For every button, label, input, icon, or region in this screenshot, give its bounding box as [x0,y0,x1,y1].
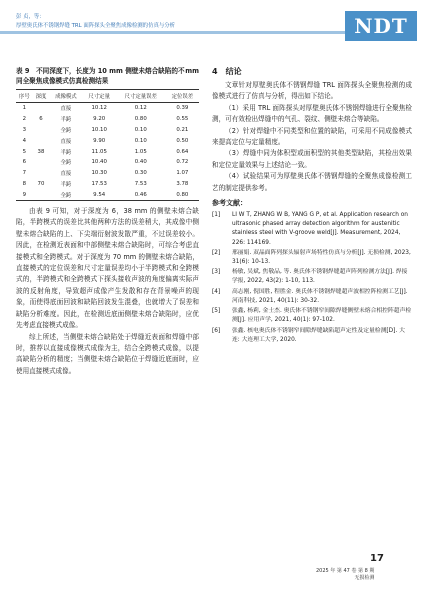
reference-text: 张鑫, 杨莉, 金士杰. 奥氏体不锈钢窄间隙焊缝侧壁未熔合相控阵超声检测[J]. 应用声学, 2021, 40(1): 97-102. [232,308,412,324]
reference-text: 杨敏, 吴斌, 焦敬品, 等. 奥氏体不锈钢焊缝超声阵列检测方法[J]. 焊接学报, 2022, 43(2): 1-10, 113. [232,269,408,285]
body-paragraph: （4）试验结果可为厚壁奥氏体不锈钢焊缝的全聚焦成像检测工艺的制定提供参考。 [212,172,412,192]
table-cell: 70 [37,180,45,187]
body-paragraph: 综上所述，当侧壁未熔合缺陷处于焊缝近表面和焊缝中部时，推荐以直接成像模式成像为主，结合全跨模式成像，以提高缺陷分析的精度；当侧壁未熔合缺陷位于焊缝近底面时，应使用直接模式成像。 [16,332,199,375]
reference-text: 高志刚, 倪国胜, 程胜金. 奥氏体不锈钢焊缝超声波相控阵检测工艺[J]. 河南科技, 2021, 40(11): 30-32. [232,288,408,304]
table-row [16,146,199,157]
running-title: 厚壁奥氏体不锈钢焊缝 TRL 面阵探头全聚焦成像检测的仿真与分析 [16,23,176,29]
reference-number: [3] [212,269,221,276]
table-cell: 1.05 [134,148,147,155]
body-paragraph: （1）采用 TRL 面阵探头对厚壁奥氏体不锈钢焊缝进行全聚焦检测，可有效检出焊缝中的气孔、裂纹、侧壁未熔合等缺陷。 [212,103,412,124]
table-row [16,135,199,146]
col-header: 序号 [16,90,33,103]
reference-item [212,211,412,248]
footer-journal: 无损检测 [354,575,375,581]
table-cell: 10.10 [91,126,107,133]
table-cell [33,189,50,200]
table-cell: 0.12 [134,105,147,112]
running-authors: 彭 贞，等： [16,14,45,20]
reference-number: [5] [212,308,221,315]
table-cell: 0.80 [134,116,147,123]
table-cell: 0.55 [176,116,189,123]
table-row [16,178,199,189]
table-cell: 10.30 [91,170,107,177]
table-unit: mm [185,67,199,75]
reference-number: [2] [212,249,221,256]
table-row [16,103,199,114]
col-header: 定位误差 [166,90,199,103]
table-caption-text: 表 9 不同深度下，长度为 10 mm 侧壁未熔合缺陷的不同全聚焦成像模式仿真检测结果 [16,67,185,85]
reference-text: 邢丽娟. 双晶面阵列探头辐射声场特性仿真与分析[J]. 无损检测, 2023, 31(6): 10-13. [232,249,411,266]
reference-item [212,327,412,345]
table-row [16,125,199,136]
references-heading: 参考文献： [212,199,247,208]
table-header-row [16,90,199,103]
table-cell: 全跨 [49,189,82,200]
results-table [16,89,199,201]
table-cell [33,135,50,146]
reference-number: [1] [212,212,221,219]
table-cell: 6 [22,159,27,166]
table-cell: 10.12 [91,105,107,112]
table-cell: 3.78 [176,180,189,187]
table-cell: 9.90 [93,137,106,144]
table-cell: 半跨 [60,117,72,124]
table-row [16,189,199,200]
table-caption [16,66,199,86]
body-paragraph: 由表 9 可知，对于深度为 6，38 mm 的侧壁未熔合缺陷，半跨模式的误差比其他两种方法的误差稍大，其成像中侧壁未熔合缺陷的上、下尖端衍射波发散严重，不过误差较小。因此，在检测近表面和中部侧壁未熔合缺陷时，可综合考虑直接模式和全跨模式。对于深度为 70 mm 的侧壁未熔合缺陷，直接模式的定位误差和尺寸定量误差均小于半跨模式和全跨模式的，半跨模式和全跨模式下探头接收声波的角度偏离实际声波的反射角度，导致超声成像产生发散和存在背景噪声的现象，而使得底面回波和缺陷回波发生混叠，也就增大了误差和缺陷分析难度。因此，在检测近底面侧壁未熔合缺陷时，应优先考虑直接模式成像。 [16,207,199,330]
table-cell: 0.39 [176,105,189,112]
table-cell: 1.07 [176,170,189,177]
left-column [16,66,199,377]
table-cell [33,168,50,179]
col-header: 成像模式 [49,90,82,103]
table-cell: 0.10 [134,137,147,144]
table-cell: 38 [37,148,45,155]
col-header: 深度 [33,90,50,103]
reference-item [212,268,412,286]
reference-text: 张鑫. 核电奥氏体不锈钢窄间隙焊缝缺陷超声定性及定量检测[D]. 大连: 大连理工大学, 2020. [232,327,405,343]
table-cell: 0.40 [134,159,147,166]
reference-text: LI W T, ZHANG W B, YANG G P, et al. Application research on ultrasonic phased array detection algorithm for austenitic stainless steel with V-groove weld[J]. Measurement, 2024, 226: 114169. [232,212,408,246]
table-cell: 9 [16,189,33,200]
table-cell: 0.30 [134,170,147,177]
table-cell: 全跨 [60,127,72,134]
table-cell: 直接 [60,138,72,145]
table-cell: 半跨 [60,149,72,156]
table-cell [33,103,50,114]
table-cell: 0.21 [176,126,189,133]
table-cell: 10.40 [91,159,107,166]
table-cell: 4 [22,137,27,144]
table-cell: 0.64 [176,148,189,155]
table-row [16,157,199,168]
table-cell: 3 [22,126,27,133]
page-number: 17 [370,553,384,564]
footer-issue: 2025 年 第 47 卷 第 8 期 [316,568,375,574]
table-cell: 0.50 [176,137,189,144]
table-cell: 全跨 [60,160,72,167]
table-row [16,114,199,125]
table-cell [33,157,50,168]
table-cell: 直接 [60,171,72,178]
table-cell: 2 [22,116,27,123]
col-header: 尺寸定量 [83,90,116,103]
left-body [16,206,199,377]
table-cell: 6 [39,116,43,123]
header-band [0,31,345,34]
page-footer [316,568,376,582]
table-cell: 1 [22,105,27,112]
table-row [16,168,199,179]
col-header: 尺寸定量误差 [116,90,166,103]
table-cell: 8 [22,180,27,187]
section-heading: 4 结论 [212,67,242,76]
body-paragraph: （3）焊缝中同为体积型或面积型的其他类型缺陷，其检出效果和定位定量效果与上述结论一致。 [212,149,412,169]
table-cell: 9.54 [83,189,116,200]
body-paragraph: （2）针对焊缝中不同类型和位置的缺陷，可采用不同成像模式来提高定位与定量精度。 [212,126,412,147]
table-cell: 半跨 [60,181,72,188]
journal-logo: NDT [345,11,417,41]
body-paragraph: 文章针对厚壁奥氏体不锈钢焊缝 TRL 面阵探头全聚焦检测的成像模式进行了仿真与分析，得出如下结论。 [212,81,412,101]
table-cell: 0.72 [176,159,189,166]
table-cell: 9.20 [93,116,106,123]
table-cell: 0.10 [134,126,147,133]
reference-number: [6] [212,327,221,334]
table-cell: 0.46 [116,189,166,200]
reference-item [212,288,412,306]
table-cell: 7.53 [134,180,147,187]
table-cell: 5 [22,148,27,155]
right-column [212,66,412,346]
table-cell: 直接 [60,106,72,113]
reference-item [212,249,412,267]
table-cell: 0.80 [166,189,199,200]
table-cell: 11.05 [91,148,107,155]
table-cell: 7 [22,170,27,177]
table-cell [33,125,50,136]
table-cell: 17.53 [91,180,107,187]
reference-number: [4] [212,288,221,295]
reference-item [212,307,412,325]
